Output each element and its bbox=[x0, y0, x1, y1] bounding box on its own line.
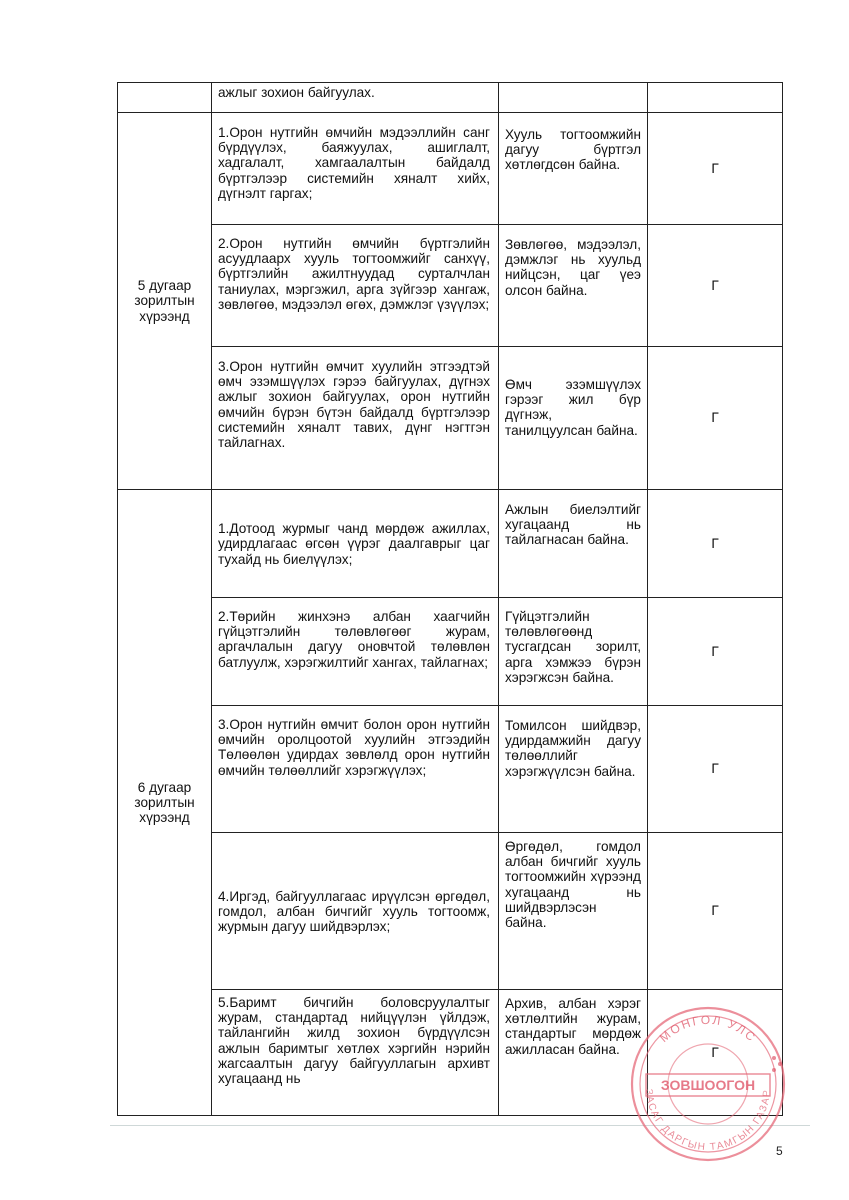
table-row bbox=[118, 598, 783, 706]
result-cell: Өмч эзэмшүүлэх гэрээг жил бүр дүгнэж, танилцуулсан байна. bbox=[499, 347, 648, 490]
task-cell: 2.Орон нутгийн өмчийн бүртгэлийн асуудлаарх хууль тогтоомжийг санхүү, бүртгэлийн ажилтнуудад сурталчлан таниулах, мэргэжил, арга зүйгээр хангаж, зөвлөгөө, мэдээлэл өгөх, дэмжлэг үзүүлэх; bbox=[212, 225, 499, 347]
table-row bbox=[118, 990, 783, 1116]
task-cell: 1.Орон нутгийн өмчийн мэдээллийн санг бүрдүүлэх, баяжуулах, ашиглалт, хадгалалт, хамгаалалтын байдалд бүртгэлээр системийн хяналт хийх, дүгнэлт гаргах; bbox=[212, 113, 499, 225]
table-row bbox=[118, 225, 783, 347]
task-cell: ажлыг зохион байгуулах. bbox=[212, 83, 499, 113]
grade-cell: Г bbox=[648, 490, 783, 598]
evaluation-table bbox=[117, 82, 783, 1116]
result-cell: Хууль тогтоомжийн дагуу бүртгэл хөтлөгдсөн байна. bbox=[499, 113, 648, 225]
grade-cell bbox=[648, 83, 783, 113]
svg-text:ЗАСАГ ДАРГЫН ТАМГЫН ГАЗАР: ЗАСАГ ДАРГЫН ТАМГЫН ГАЗАР bbox=[642, 1088, 774, 1154]
task-cell: 2.Төрийн жинхэнэ албан хаагчийн гүйцэтгэлийн төлөвлөгөөг журам, аргачлалын дагуу оновчтой төлөвлөн батлуулж, хэрэгжилтийг хангах, тайлагнах; bbox=[212, 598, 499, 706]
task-cell: 5.Баримт бичгийн боловсруулалтыг журам, стандартад нийцүүлэн үйлдэж, тайлангийн жилд зохион бүрдүүлсэн ажлын баримтыг хөтлөх хэргийн нэрийн жагсаалтын дагуу байгууллагын архивт хугацаанд нь bbox=[212, 990, 499, 1116]
result-cell: Өргөдөл, гомдол албан бичгийг хууль тогтоомжийн хүрээнд хугацаанд нь шийдвэрлэсэн байна. bbox=[499, 833, 648, 990]
task-cell: 1.Дотоод журмыг чанд мөрдөж ажиллах, удирдлагаас өгсөн үүрэг даалгаврыг цаг тухайд нь биелүүлэх; bbox=[212, 490, 499, 598]
goal-cell-empty bbox=[118, 83, 212, 113]
table-row bbox=[118, 490, 783, 598]
result-cell: Томилсон шийдвэр, удирдамжийн дагуу төлөөллийг хэрэгжүүлсэн байна. bbox=[499, 706, 648, 833]
grade-cell: Г bbox=[648, 833, 783, 990]
goal-5-label: 5 дугаар зорилтын хүрээнд bbox=[118, 113, 212, 490]
task-cell: 3.Орон нутгийн өмчит хуулийн этгээдтэй өмч эзэмшүүлэх гэрээ байгуулах, дүгнэх ажлыг зохион байгуулах, орон нутгийн өмчийн бүрэн бүтэн байдалд бүртгэлээр системийн хяналт тавих, дүнг нэгтгэн тайлагнах. bbox=[212, 347, 499, 490]
goal-6-label: 6 дугаар зорилтын хүрээнд bbox=[118, 490, 212, 1116]
result-cell: Архив, албан хэрэг хөтлөлтийн журам, стандартыг мөрдөж ажилласан байна. bbox=[499, 990, 648, 1116]
grade-cell: Г bbox=[648, 706, 783, 833]
svg-text:ЗОВШООГОН: ЗОВШООГОН bbox=[660, 1077, 756, 1093]
page-divider bbox=[110, 1125, 810, 1126]
result-cell: Гүйцэтгэлийн төлөвлөгөөнд тусгагдсан зорилт, арга хэмжээ бүрэн хэрэгжсэн байна. bbox=[499, 598, 648, 706]
result-cell: Зөвлөгөө, мэдээлэл, дэмжлэг нь хуульд нийцсэн, цаг үеэ олсон байна. bbox=[499, 225, 648, 347]
result-cell: Ажлын биелэлтийг хугацаанд нь тайлагнасан байна. bbox=[499, 490, 648, 598]
task-cell: 3.Орон нутгийн өмчит болон орон нутгийн өмчийн оролцоотой хуулийн этгээдийн Төлөөлөн удирдах зөвлөлд орон нутгийн өмчийн төлөөллийг хэрэгжүүлэх; bbox=[212, 706, 499, 833]
table-row bbox=[118, 83, 783, 113]
table-row bbox=[118, 347, 783, 490]
task-cell: 4.Иргэд, байгууллагаас ирүүлсэн өргөдөл, гомдол, албан бичгийг хууль тогтоомж, журмын дагуу шийдвэрлэх; bbox=[212, 833, 499, 990]
grade-cell: Г bbox=[648, 598, 783, 706]
page-number: 5 bbox=[776, 1144, 783, 1158]
result-cell bbox=[499, 83, 648, 113]
grade-cell: Г bbox=[648, 225, 783, 347]
grade-cell: Г bbox=[648, 990, 783, 1116]
svg-text:МОНГОЛ УЛС: МОНГОЛ УЛС bbox=[656, 1012, 760, 1046]
grade-cell: Г bbox=[648, 113, 783, 225]
table-row bbox=[118, 706, 783, 833]
grade-cell: Г bbox=[648, 347, 783, 490]
table-row bbox=[118, 113, 783, 225]
table-row bbox=[118, 833, 783, 990]
